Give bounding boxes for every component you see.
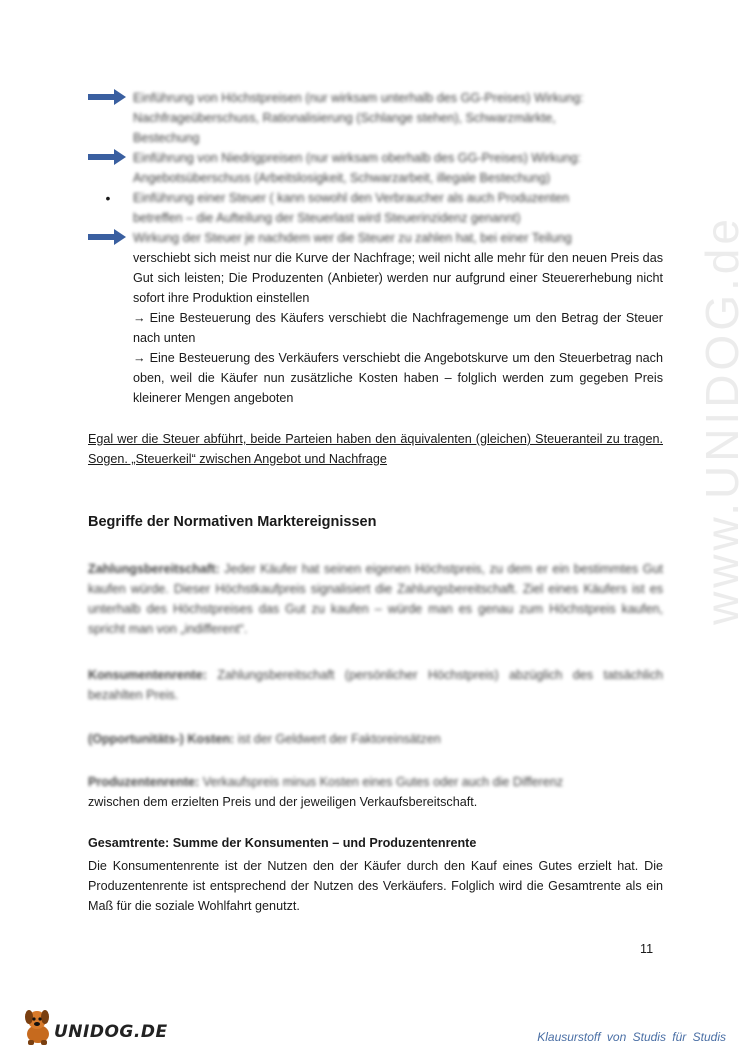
definition-konsumentenrente — [88, 665, 663, 705]
bullet-steuer — [88, 188, 663, 228]
bullet-wirkung-steuer — [88, 228, 663, 408]
arrow-bullet-icon — [88, 148, 128, 168]
arrow-bullet-icon — [88, 228, 128, 248]
dot-bullet-icon: • — [105, 190, 111, 206]
bullet-line: Einführung von Höchstpreisen (nur wirksam unterhalb des GG-Preises) Wirkung: — [133, 91, 584, 105]
definition-body: Jeder Käufer hat seinen eigenen Höchstpreis, zu dem er ein bestimmtes Gut kaufen würde. Dieser Höchstkaufpreis signalisiert die Zahlungsbereitschaft. Ziel eines Käufers ist es unterhalb des Höchstpreises das Gut zu kaufen – würde man es genau zum Höchstpreis kaufen, spricht man von „indifferent“. — [88, 562, 663, 636]
bullet-line: Bestechung — [133, 131, 200, 145]
arrow-bullet-icon — [88, 88, 128, 108]
page-number: 11 — [640, 942, 654, 956]
definition-term: (Opportunitäts-) Kosten: — [88, 732, 235, 746]
bullet-line: Einführung von Niedrigpreisen (nur wirksam oberhalb des GG-Preises) Wirkung: — [133, 151, 581, 165]
bullet-line: betreffen – die Aufteilung der Steuerlast wird Steuerinzidenz genannt) — [133, 211, 521, 225]
definition-zahlungsbereitschaft — [88, 559, 663, 639]
right-arrow-icon: → — [133, 311, 146, 325]
definition-produzentenrente — [88, 772, 663, 812]
paragraph-nachfrage: verschiebt sich meist nur die Kurve der Nachfrage; weil nicht alle mehr für den neuen Preis das Gut sich leisten; Die Produzenten (Anbieter) werden nur aufgrund einer Steuererhebung nicht sofort ihre Produktion einstellen — [133, 251, 663, 305]
definition-body: Verkaufspreis minus Kosten eines Gutes oder auch die Differenz — [202, 775, 564, 789]
bullet-line: Wirkung der Steuer je nachdem wer die Steuer zu zahlen hat, bei einer Teilung — [133, 231, 572, 245]
gesamtrente-body: Die Konsumentenrente ist der Nutzen den der Käufer durch den Kauf eines Gutes erzielt hat. Die Produzentenrente ist entsprechend der Nutzen des Verkäufers. Folglich wird die Gesamtrente als ein Maß für die soziale Wohlfahrt genutzt. — [88, 859, 663, 913]
logo-text: UNIDOG.DE — [54, 1022, 168, 1042]
definition-opportunitaetskosten — [88, 729, 663, 749]
definition-term: Konsumentenrente: — [88, 668, 207, 682]
section-heading: Begriffe der Normativen Marktereignissen — [88, 514, 377, 530]
definition-body: ist der Geldwert der Faktoreinsätzen — [237, 732, 441, 746]
definition-term: Zahlungsbereitschaft: — [88, 562, 220, 576]
gesamtrente-title: Gesamtrente: Summe der Konsumenten – und Produzentenrente — [88, 836, 477, 850]
footer-tagline: Klausurstoff von Studis für Studis — [537, 1030, 726, 1044]
bullet-line: Einführung einer Steuer ( kann sowohl den Verbraucher als auch Produzenten — [133, 191, 570, 205]
bullet-niedrigpreise — [88, 148, 663, 188]
bullet-list — [88, 88, 663, 408]
paragraph-verkaeufer: → Eine Besteuerung des Verkäufers verschiebt die Angebotskurve um den Steuerbetrag nach oben, weil die Käufer nun zusätzliche Kosten haben – folglich werden zum gegeben Preis kleinerer Mengen angeboten — [133, 351, 663, 405]
watermark: www.UNIDOG.de — [696, 215, 748, 625]
bullet-hoechstpreise — [88, 88, 663, 148]
definition-body-clear: zwischen dem erzielten Preis und der jeweiligen Verkaufsbereitschaft. — [88, 795, 478, 809]
bullet-line: Nachfrageüberschuss, Rationalisierung (Schlange stehen), Schwarzmärkte, — [133, 111, 556, 125]
definition-term: Produzentenrente: — [88, 775, 200, 789]
dog-mascot-icon — [22, 1008, 56, 1046]
bullet-line: Angebotsüberschuss (Arbeitslosigkeit, Schwarzarbeit, illegale Bestechung) — [133, 171, 551, 185]
right-arrow-icon: → — [133, 351, 146, 365]
summary-underlined: Egal wer die Steuer abführt, beide Parteien haben den äquivalenten (gleichen) Steueranteil zu tragen. Sogen. „Steuerkeil“ zwischen Angebot und Nachfrage — [88, 432, 663, 466]
unidog-logo[interactable] — [22, 1008, 168, 1048]
definition-body: Zahlungsbereitschaft (persönlicher Höchstpreis) abzüglich des tatsächlich bezahlten Preis. — [88, 668, 664, 702]
paragraph-kaeufer: → Eine Besteuerung des Käufers verschiebt die Nachfragemenge um den Betrag der Steuer nach unten — [133, 311, 663, 345]
